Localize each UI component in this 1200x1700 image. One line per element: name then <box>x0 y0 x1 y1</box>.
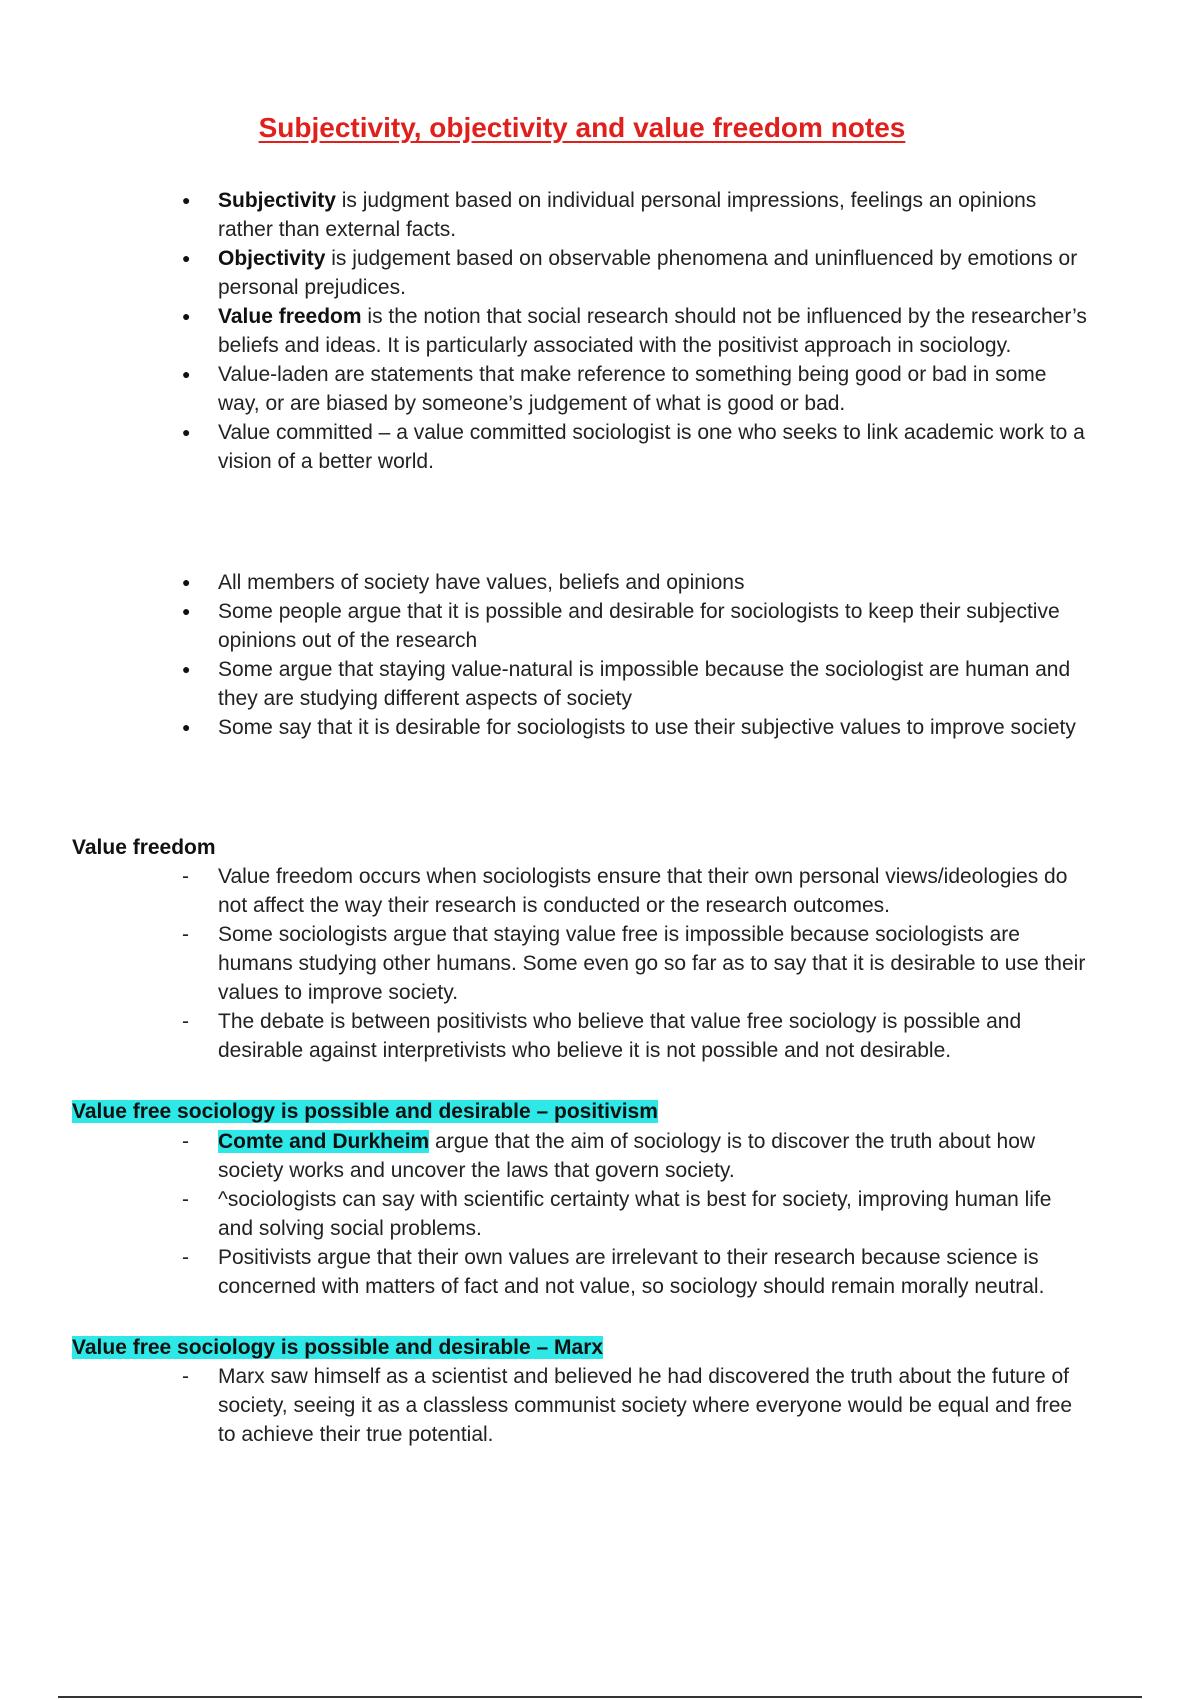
highlighted-heading: Value free sociology is possible and desirable – Marx <box>72 1336 604 1359</box>
list-item <box>180 418 1090 476</box>
list-item: - Positivists argue that their own values are irrelevant to their research because science is concerned with matters of fact and not value, so sociology should remain morally neutral. <box>180 1243 1090 1301</box>
list-item: - ^sociologists can say with scientific certainty what is best for society, improving human life and solving social problems. <box>180 1185 1090 1243</box>
list-item <box>180 1127 1090 1185</box>
point-text: argue that the aim of sociology is to discover the truth about how society works and uncover the laws that govern society. <box>218 1130 1036 1182</box>
definition-text: is the notion that social research should not be influenced by the researcher’s beliefs and ideas. It is particularly associated with the positivist approach in sociology. <box>218 305 1087 357</box>
list-item <box>180 186 1090 244</box>
list-item: ● Some argue that staying value-natural is impossible because the sociologist are human and they are studying different aspects of society <box>180 655 1090 713</box>
definition-term: Objectivity <box>218 247 326 270</box>
definition-term: Value freedom <box>218 305 362 328</box>
section-heading-positivism <box>72 1097 658 1126</box>
highlighted-names: Comte and Durkheim <box>218 1130 430 1153</box>
list-item: ● All members of society have values, beliefs and opinions <box>180 568 1090 597</box>
definition-text: is judgement based on observable phenomena and uninfluenced by emotions or personal prejudices. <box>218 247 1078 299</box>
list-item: - The debate is between positivists who believe that value free sociology is possible and desirable against interpretivists who believe it is not possible and not desirable. <box>180 1007 1090 1065</box>
list-item <box>180 244 1090 302</box>
definition-text: is judgment based on individual personal impressions, feelings an opinions rather than external facts. <box>218 189 1037 241</box>
list-item: ● Some people argue that it is possible and desirable for sociologists to keep their subjective opinions out of the research <box>180 597 1090 655</box>
definitions-list <box>180 186 1090 476</box>
list-item <box>180 360 1090 418</box>
list-item: - Value freedom occurs when sociologists ensure that their own personal views/ideologies do not affect the way their research is conducted or the research outcomes. <box>180 862 1090 920</box>
footer-divider <box>58 1696 1142 1698</box>
list-item: - Marx saw himself as a scientist and believed he had discovered the truth about the future of society, seeing it as a classless communist society where everyone would be equal and free to achieve their true potential. <box>180 1362 1090 1449</box>
section-heading-marx <box>72 1333 603 1362</box>
list-item <box>180 302 1090 360</box>
list-item: ● Some say that it is desirable for sociologists to use their subjective values to improve society <box>180 713 1090 742</box>
marx-list <box>180 1362 1090 1449</box>
definition-text: Value committed – a value committed sociologist is one who seeks to link academic work to a vision of a better world. <box>218 421 1085 473</box>
positivism-list <box>180 1127 1090 1301</box>
list-item: - Some sociologists argue that staying value free is impossible because sociologists are humans studying other humans. Some even go so far as to say that it is desirable to use their values to improve society. <box>180 920 1090 1007</box>
definition-term: Subjectivity <box>218 189 336 212</box>
page-title: Subjectivity, objectivity and value freedom notes <box>258 112 906 143</box>
highlighted-heading: Value free sociology is possible and desirable – positivism <box>72 1100 658 1123</box>
definition-text: Value-laden are statements that make reference to something being good or bad in some way, or are biased by someone’s judgement of what is good or bad. <box>218 363 1047 415</box>
values-list <box>180 568 1090 742</box>
section-heading-value-freedom: Value freedom <box>72 836 216 859</box>
value-freedom-list <box>180 862 1090 1065</box>
